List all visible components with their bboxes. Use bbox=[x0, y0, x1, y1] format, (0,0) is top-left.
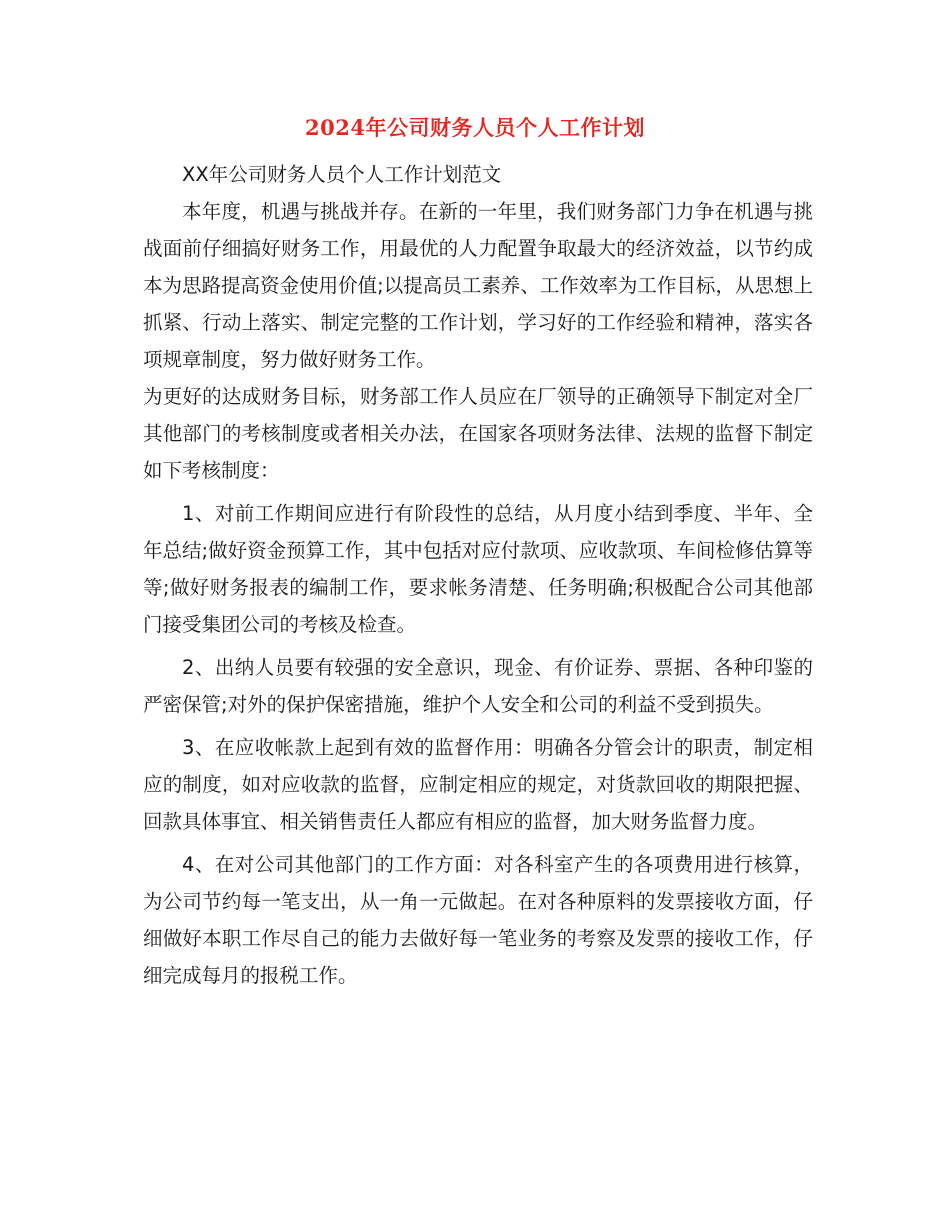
document-subtitle: XX年公司财务人员个人工作计划范文 bbox=[182, 163, 502, 186]
paragraph-goal: 为更好的达成财务目标，财务部工作人员应在厂领导的正确领导下制定对全厂其他部门的考核制度或者相关办法，在国家各项财务法律、法规的监督下制定如下考核制度： bbox=[143, 385, 813, 482]
paragraph-item-1: 1、对前工作期间应进行有阶段性的总结，从月度小结到季度、半年、全年总结;做好资金预算工作，其中包括对应付款项、应收款项、车间检修估算等等;做好财务报表的编制工作，要求帐务清楚、任务明确;积极配合公司其他部门接受集团公司的考核及检查。 bbox=[143, 502, 813, 636]
paragraph-intro: 本年度，机遇与挑战并存。在新的一年里，我们财务部门力争在机遇与挑战面前仔细搞好财务工作，用最优的人力配置争取最大的经济效益，以节约成本为思路提高资金使用价值;以提高员工素养、工作效率为工作目标，从思想上抓紧、行动上落实、制定完整的工作计划，学习好的工作经验和精神，落实各项规章制度，努力做好财务工作。 bbox=[143, 200, 813, 371]
paragraph-item-3: 3、在应收帐款上起到有效的监督作用：明确各分管会计的职责，制定相应的制度，如对应收款的监督，应制定相应的规定，对货款回收的期限把握、回款具体事宜、相关销售责任人都应有相应的监督，加大财务监督力度。 bbox=[143, 736, 813, 833]
document-title: 2024年公司财务人员个人工作计划 bbox=[305, 115, 645, 140]
paragraph-item-2: 2、出纳人员要有较强的安全意识，现金、有价证券、票据、各种印鉴的严密保管;对外的保护保密措施，维护个人安全和公司的利益不受到损失。 bbox=[143, 656, 813, 716]
paragraph-item-4: 4、在对公司其他部门的工作方面：对各科室产生的各项费用进行核算，为公司节约每一笔支出，从一角一元做起。在对各种原料的发票接收方面，仔细做好本职工作尽自己的能力去做好每一笔业务的考察及发票的接收工作，仔细完成每月的报税工作。 bbox=[143, 853, 813, 987]
document-body bbox=[143, 156, 813, 994]
